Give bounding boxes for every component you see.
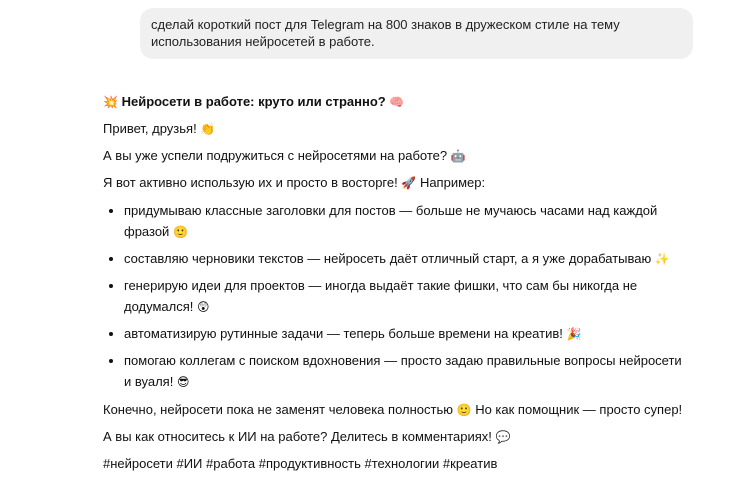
hashtags-text: #нейросети #ИИ #работа #продуктивность #технологии #креатив (103, 456, 498, 471)
sparkles-icon: ✨ (654, 252, 670, 266)
post-title-text: Нейросети в работе: круто или странно? (121, 94, 386, 109)
list-item-text: генерирую идеи для проектов — иногда выдаёт такие фишки, что сам бы никогда не додумался! (124, 278, 638, 314)
bullet-list (103, 200, 683, 393)
rocket-icon: 🚀 (401, 176, 417, 190)
list-item-text: автоматизирую рутинные задачи — теперь больше времени на креатив! (124, 326, 563, 341)
list-item (124, 323, 683, 345)
conclusion-text-2: Но как помощник — просто супер! (475, 402, 683, 417)
call-to-action-text: А вы как относитесь к ИИ на работе? Делитесь в комментариях! (103, 429, 492, 444)
intro-end-text: Например: (419, 175, 486, 190)
assistant-reply (103, 92, 683, 481)
collision-icon: 💥 (103, 95, 118, 109)
question-text: А вы уже успели подружиться с нейросетями на работе? (103, 148, 448, 163)
conclusion (103, 400, 683, 420)
greeting-text: Привет, друзья! (103, 121, 197, 136)
conclusion-text-1: Конечно, нейросети пока не заменят человека полностью (103, 402, 453, 417)
list-item-text: помогаю коллегам с поиском вдохновения — просто задаю правильные вопросы нейросети и вуаля! (124, 353, 682, 389)
smiling-face-icon: 🙂 (172, 225, 188, 239)
party-popper-icon: 🎉 (566, 327, 582, 341)
list-item (124, 248, 683, 270)
astonished-face-icon: 😲 (197, 300, 210, 314)
intro (103, 173, 683, 193)
list-item (124, 350, 683, 393)
user-message-text: сделай короткий пост для Telegram на 800 знаков в дружеском стиле на тему использования нейросетей в работе. (151, 17, 620, 49)
call-to-action (103, 427, 683, 447)
question (103, 146, 683, 166)
greeting (103, 119, 683, 139)
sunglasses-face-icon: 😎 (176, 375, 190, 389)
list-item (124, 275, 683, 318)
list-item-text: составляю черновики текстов — нейросеть даёт отличный старт, а я уже дорабатываю (124, 251, 652, 266)
speech-bubble-icon: 💬 (495, 430, 511, 444)
robot-icon: 🤖 (450, 149, 466, 163)
intro-text: Я вот активно использую их и просто в восторге! (103, 175, 398, 190)
smiling-face-icon: 🙂 (456, 403, 472, 417)
list-item-text: придумываю классные заголовки для постов — больше не мучаюсь часами над каждой фразой (124, 203, 658, 239)
hashtags (103, 454, 683, 474)
post-title (103, 92, 683, 112)
brain-icon: 🧠 (389, 95, 405, 109)
user-message-bubble (140, 8, 693, 59)
clapping-hands-icon: 👏 (200, 122, 216, 136)
list-item (124, 200, 683, 243)
